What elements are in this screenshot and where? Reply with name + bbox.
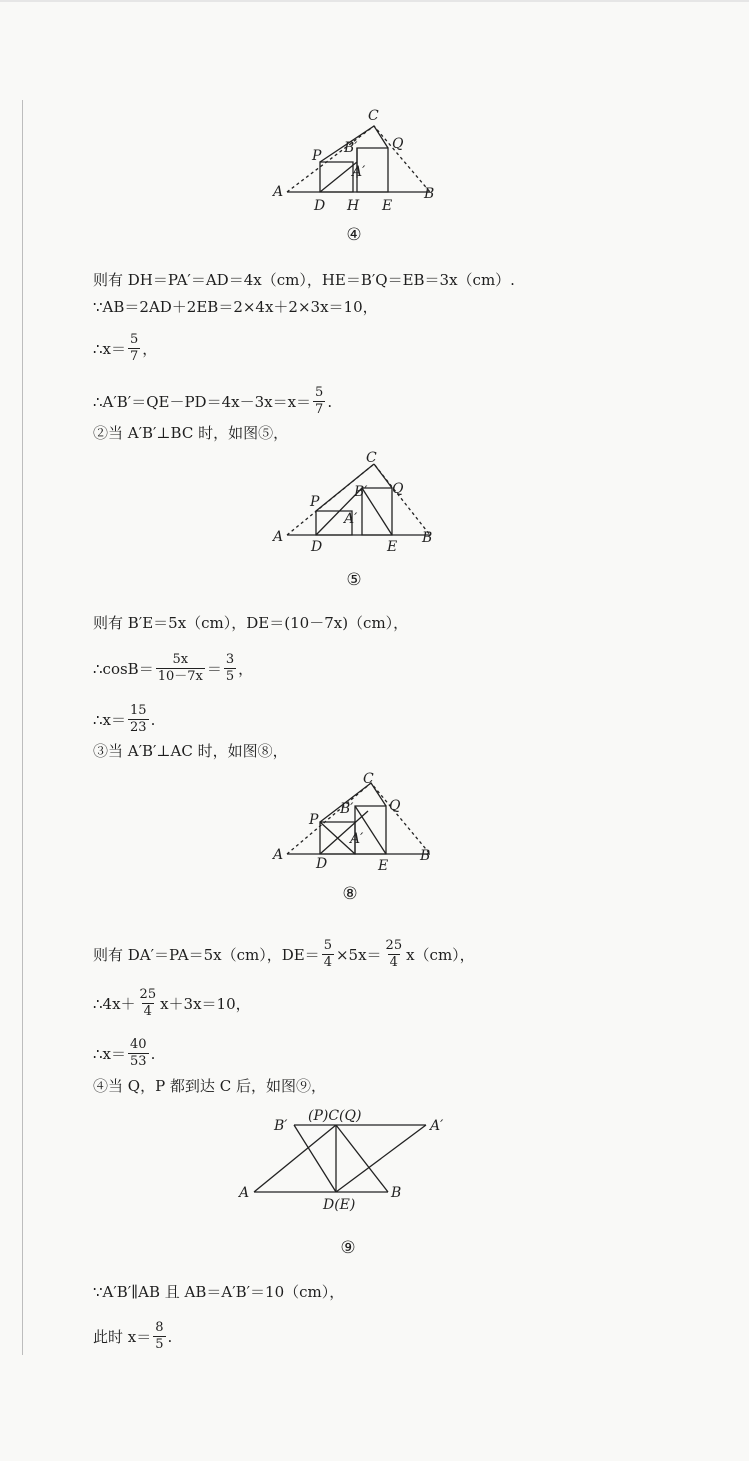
fraction: $\frac{25}{4}$ [139,987,157,1019]
figure-8-caption: ⑧ [342,884,358,904]
fraction: $\frac{5}{4}$ [323,938,332,970]
fig9-label-A: A [239,1185,250,1201]
fig8-label-E: E [378,858,389,874]
text-line: ∴cosB＝ $\frac{5x}{10-7x}$ ＝ $\frac{3}{5}$ ， [93,652,254,684]
fraction: $\frac{25}{4}$ [385,938,403,970]
fig9-label-DE: D(E) [323,1197,356,1213]
fig5-label-C: C [366,450,377,466]
figure-5-diagram [270,448,450,553]
fig5-side-CQ [374,464,392,488]
fraction: $\frac{15}{23}$ [130,703,147,735]
text-line: ∵AB＝2AD＋2EB＝2×4x＋2×3x＝10， [93,298,378,316]
fig4-label-P: P [312,148,322,164]
fraction: $\frac{3}{5}$ [225,652,235,684]
fig9-label-PCQ: (P)C(Q) [308,1108,362,1124]
fig8-label-P: P [309,812,319,828]
figure-5-caption: ⑤ [346,570,362,590]
figure-4-diagram [270,100,450,214]
text-line: ∴4x＋ $\frac{25}{4}$ x＋3x＝10， [93,987,251,1019]
figure-8-diagram [270,766,450,874]
text-line: 此时 x＝ $\frac{8}{5}$ . [93,1320,173,1352]
fig4-label-Q: Q [392,136,404,152]
fig4-label-Ap: A′ [352,164,366,180]
fig9-seg-BpD [294,1125,336,1192]
text-line: ∴x＝ $\frac{40}{53}$ . [93,1037,156,1069]
fig8-label-C: C [363,771,374,787]
fig4-label-D: D [314,198,326,214]
page-top-edge [0,0,749,2]
fig4-label-H: H [347,198,360,214]
text-line: ∴x＝ $\frac{15}{23}$ . [93,703,156,735]
text-line: ④当 Q，P 都到达 C 后，如图⑨， [93,1077,326,1095]
fig4-label-Bp: B′ [344,140,358,156]
fig8-label-B: B [420,848,431,864]
fig9-side-AC [254,1125,336,1192]
fig5-label-Bp: B′ [354,484,368,500]
fig9-label-B: B [391,1185,402,1201]
fig4-side-CQ [374,126,388,148]
text-line: ②当 A′B′⊥BC 时，如图⑤， [93,424,289,442]
figure-5 [270,448,450,553]
fraction: $\frac{5}{7}$ [315,385,324,417]
fig9-label-Bp: B′ [274,1118,288,1134]
text-line: ∴x＝ $\frac{5}{7}$ ， [93,332,158,364]
figure-9-diagram [230,1105,470,1215]
figure-9 [230,1105,470,1215]
text-line: ∵A′B′∥AB 且 AB＝A′B′＝10（cm）， [93,1283,345,1301]
fig5-label-A: A [273,529,284,545]
fig5-label-B: B [422,530,433,546]
fig4-label-A: A [273,184,284,200]
fig8-label-A: A [273,847,284,863]
fraction: $\frac{8}{5}$ [155,1320,164,1352]
fig5-label-Ap: A′ [344,511,358,527]
figure-4-caption: ④ [346,225,362,245]
fig5-label-E: E [387,539,398,555]
figure-8 [270,766,450,874]
fig4-label-E: E [382,198,393,214]
fig5-label-P: P [310,494,320,510]
text-line: 则有 DH＝PA′＝AD＝4x（cm），HE＝B′Q＝EB＝3x（cm）. [93,271,515,289]
figure-9-caption: ⑨ [340,1238,356,1258]
text-line: ∴A′B′＝QE－PD＝4x－3x＝x＝ $\frac{5}{7}$ . [93,385,333,417]
fraction: $\frac{40}{53}$ [130,1037,147,1069]
fraction: $\frac{5}{7}$ [130,332,139,364]
fig4-label-C: C [368,108,379,124]
fraction: $\frac{5x}{10-7x}$ [157,652,203,684]
text-line: 则有 DA′＝PA＝5x（cm），DE＝ $\frac{5}{4}$ ×5x＝ $\frac{25}{4}$ x（cm）， [93,938,475,970]
fig9-label-Ap: A′ [430,1118,444,1134]
figure-4 [270,100,450,214]
text-line: ③当 A′B′⊥AC 时，如图⑧， [93,742,288,760]
fig5-label-Q: Q [392,481,404,497]
fig8-label-D: D [316,856,328,872]
fig4-label-B: B [424,186,435,202]
fig8-label-Bp: B′ [340,801,354,817]
text-line: 则有 B′E＝5x（cm），DE＝(10－7x)（cm）， [93,614,409,632]
fig8-label-Ap: A′ [350,831,364,847]
fig8-label-Q: Q [389,798,401,814]
page-margin-line [22,100,23,1355]
fig5-label-D: D [311,539,323,555]
